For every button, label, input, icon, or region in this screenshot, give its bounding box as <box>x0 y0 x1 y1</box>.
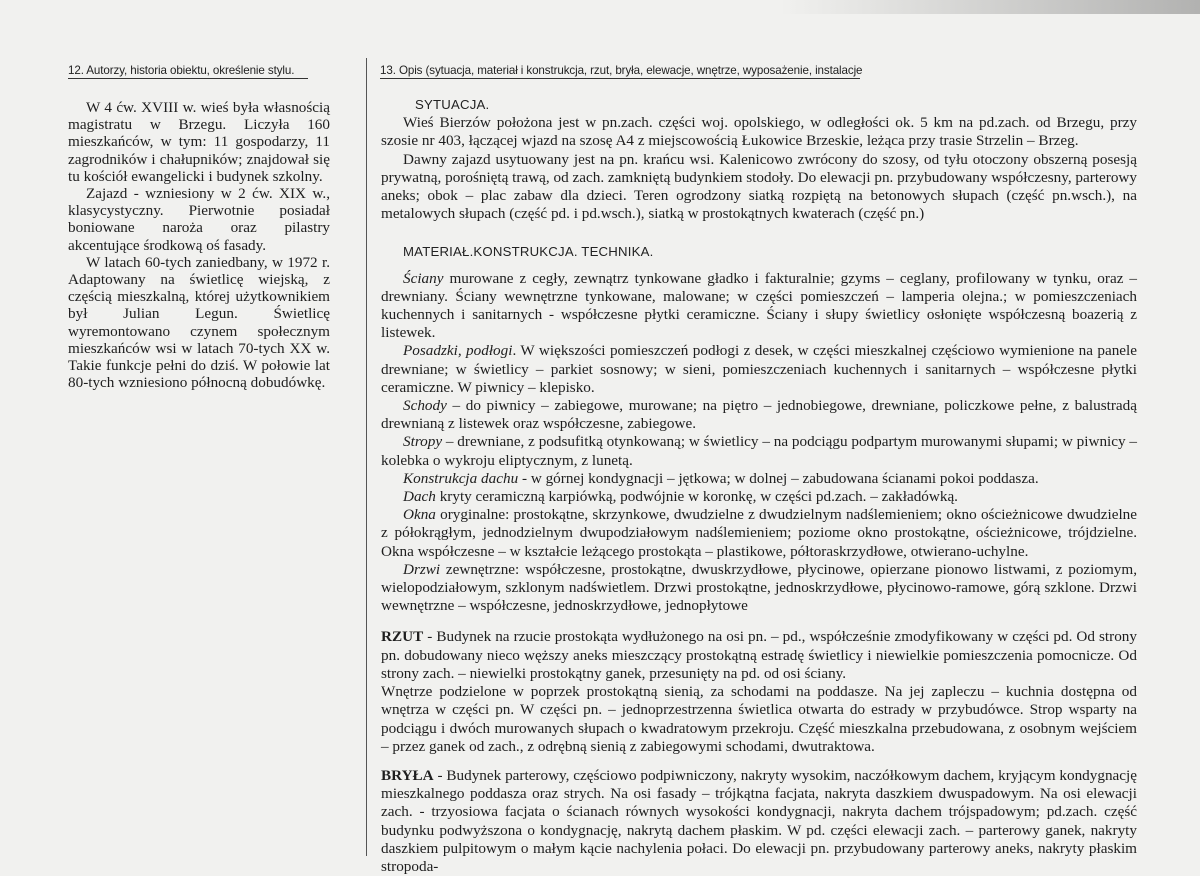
situation-heading: SYTUACJA. <box>415 97 490 112</box>
roof-structure-paragraph: Konstrukcja dachu - w górnej kondygnacji – jętkowa; w dolnej – zabudowana ścianami pokoi poddasza. <box>403 469 1039 487</box>
section-13-header: 13. Opis (sytuacja, materiał i konstrukcja, rzut, bryła, elewacje, wnętrze, wyposażenie, instalacje <box>380 64 863 77</box>
section-12-header: 12. Autorzy, historia obiektu, określenie stylu. <box>68 64 308 79</box>
walls-paragraph: Ściany murowane z cegły, zewnątrz tynkowane gładko i fakturalnie; gzyms – ceglany, profilowany w tynku, oraz – drewniany. Ściany wewnętrzne tynkowane, malowane; w części pomieszczeń – lamperia olejna.; w pomieszczeniach kuchennych i sanitarnych - współczesne płytki ceramiczne. Ściany i słupy świetlicy osłonięte współczesną boazerią z listewek. <box>381 269 1137 342</box>
roof-cover-label: Dach <box>403 488 436 506</box>
doors-label: Drzwi <box>403 560 441 578</box>
situation-paragraph-1: Wieś Bierzów położona jest w pn.zach. części woj. opolskiego, w odległości ok. 5 km na pd.zach. od Brzegu, przy szosie nr 403, łączącej wjazd na szosę A4 z miejscowością Łukowice Brzeskie, leżąca przy trasie Strzelin – Brzeg. <box>381 114 1137 150</box>
roof-structure-label: Konstrukcja dachu <box>403 469 519 487</box>
material-heading: MATERIAŁ.KONSTRUKCJA. TECHNIKA. <box>403 244 654 260</box>
walls-label: Ściany <box>403 269 444 287</box>
plan-paragraph-2: Wnętrze podzielone w poprzek prostokątną sienią, za schodami na poddasze. Na jej zapleczu – kuchnia dostępna od wnętrza w części pn. W części pn. – jednoprzestrzenna świetlica otwarta do estrady w przybudówce. Strop wsparty na podciągu i dwóch murowanych słupach o kwadratowym przekroju. Część mieszkalna przebudowana, z osobnym wejściem – przez ganek od zach., z odrębną sienią z zabiegowymi schodami, dwutraktowa. <box>381 683 1137 755</box>
history-paragraph-1: W 4 ćw. XVIII w. wieś była własnością magistratu w Brzegu. Liczyła 160 mieszkańców, w tym: 11 gospodarzy, 11 zagrodników i chałupników; znajdował się tu kościół ewangelicki i budynek szkolny. <box>68 99 330 185</box>
floors-paragraph: Posadzki, podłogi. W większości pomieszczeń podłogi z desek, w części mieszkalnej częściowo wymienione na panele drewniane; w świetlicy – parkiet sosnowy; w sieni, pomieszczeniach kuchennych i sanitarnych – współczesne płytki ceramiczne. W piwnicy – klepisko. <box>381 342 1137 396</box>
mass-label: BRYŁA <box>381 766 434 784</box>
plan-paragraph-1: RZUT - Budynek na rzucie prostokąta wydłużonego na osi pn. – pd., współcześnie zmodyfikowany w części pd. Od strony pn. dobudowany nieco węższy aneks mieszczący prostokątną estradę świetlicy i niewielkie pomieszczenia pomocnicze. Od strony zach. – niewielki prostokątny ganek, przesunięty na pd. od osi ściany. <box>381 628 1137 682</box>
history-paragraph-2: Zajazd - wzniesiony w 2 ćw. XIX w., klasycystyczny. Pierwotnie posiadał boniowane naroża oraz pilastry akcentujące środkową oś fasady. <box>68 185 330 254</box>
description-column <box>381 96 1137 876</box>
plan-label: RZUT <box>381 628 424 646</box>
stairs-label: Schody <box>403 397 447 415</box>
scan-edge-shadow <box>780 0 1200 14</box>
column-divider <box>366 58 367 856</box>
spacer <box>381 615 1137 628</box>
mass-paragraph: BRYŁA - Budynek parterowy, częściowo podpiwniczony, nakryty wysokim, naczółkowym dachem, kryjącym kondygnację mieszkalnego poddasza oraz strych. Na osi fasady – trójkątna facjata, nakryta daszkiem dwuspadowym. Na osi elewacji zach. - trzyosiowa facjata o ścianach równych wysokości kondygnacji, nakryta dachem trójspadowym; pd.zach. część budynku podwyższona o kondygnację, nakrytą dachem płaskim. W pd. części elewacji zach. – parterowy ganek, nakryty daszkiem pulpitowym o małym kącie nachylenia połaci. Do elewacji pn. przybudowany parterowy aneks, nakryty płaskim stropoda- <box>381 766 1137 875</box>
windows-label: Okna <box>403 506 436 524</box>
roof-cover-paragraph: Dach kryty ceramiczną karpiówką, podwójnie w koronkę, w części pd.zach. – zakładówką. <box>403 488 958 506</box>
ceilings-label: Stropy <box>403 433 443 451</box>
spacer <box>381 756 1137 767</box>
ceilings-paragraph: Stropy – drewniane, z podsufitką otynkowaną; w świetlicy – na podciągu podpartym murowanymi słupami; w piwnicy – kolebka o wykroju eliptycznym, z lunetą. <box>381 433 1137 469</box>
floors-label: Posadzki, podłogi <box>403 342 513 360</box>
history-paragraph-3: W latach 60-tych zaniedbany, w 1972 r. Adaptowany na świetlicę wiejską, z częścią mieszkalną, której użytkownikiem był Julian Legun. Świetlicę wyremontowano czynem społecznym mieszkańców wsi w latach 70-tych XX w. Takie funkcje pełni do dziś. W połowie lat 80-tych wzniesiono północną dobudówkę. <box>68 253 330 392</box>
stairs-paragraph: Schody – do piwnicy – zabiegowe, murowane; na piętro – jednobiegowe, drewniane, policzkowe pełne, z balustradą drewnianą z listewek oraz współczesne, zabiegowe. <box>381 397 1137 433</box>
doors-paragraph: Drzwi zewnętrzne: współczesne, prostokątne, dwuskrzydłowe, płycinowe, opierzane pionowo listwami, z poziomym, wielopodziałowym, szklonym nadświetlem. Drzwi prostokątne, jednoskrzydłowe, płycinowo-ramowe, górą szklone. Drzwi wewnętrzne – współczesne, jednoskrzydłowe, jednopłytowe <box>381 560 1137 615</box>
situation-paragraph-2: Dawny zajazd usytuowany jest na pn. krańcu wsi. Kalenicowo zwrócony do szosy, od tyłu otoczony obszerną posesją prywatną, porośniętą trawą, od zach. zamkniętą budynkiem stodoły. Do elewacji pn. przybudowany współczesny, parterowy aneks; obok – plac zabaw dla dzieci. Teren ogrodzony siatką rozpiętą na betonowych słupach (część pn.wsch.), na metalowych słupach (część pd. i pd.wsch.), siatką w prostokątnych kwaterach (część pn.) <box>381 150 1137 223</box>
windows-paragraph: Okna oryginalne: prostokątne, skrzynkowe, dwudzielne z dwudzielnym nadślemieniem; okno ościeżnicowe dwudzielne z półokrągłym, jednodzielnym dwupodziałowym nadślemieniem; poziome okno prostokątne, ościeżnicowe, trójdzielne. Okna współczesne – w kształcie leżącego prostokąta – plastikowe, półtoraskrzydłowe, otwierano-uchylne. <box>381 506 1137 560</box>
history-column <box>68 99 330 391</box>
